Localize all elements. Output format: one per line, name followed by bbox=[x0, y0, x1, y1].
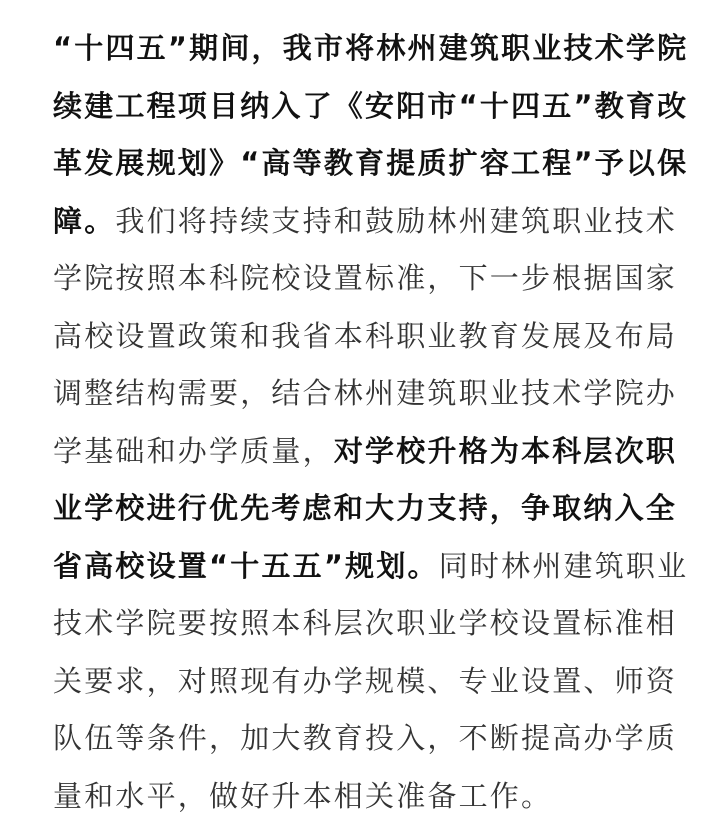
bold-text-run: 业学校进行优先考虑和大力支持，争取纳入全 bbox=[53, 491, 678, 525]
regular-text-run: 学院按照本科院校设置标准，下一步根据国家 bbox=[53, 261, 678, 295]
text-line bbox=[53, 250, 689, 308]
text-line bbox=[53, 20, 689, 78]
bold-text-run: 对学校升格为本科层次职 bbox=[333, 433, 678, 468]
text-line bbox=[53, 768, 689, 826]
regular-text-run: 高校设置政策和我省本科职业教育发展及布局 bbox=[53, 318, 678, 353]
regular-text-run: 队伍等条件，加大教育投入，不断提高办学质 bbox=[53, 721, 678, 755]
article-body bbox=[53, 20, 689, 825]
text-line bbox=[53, 538, 689, 596]
text-line bbox=[53, 595, 689, 653]
text-line bbox=[53, 78, 689, 136]
regular-text-run: 技术学院要按照本科层次职业学校设置标准相 bbox=[53, 606, 678, 640]
text-line bbox=[53, 710, 689, 768]
bold-text-run: 革发展规划》“高等教育提质扩容工程”予以保 bbox=[53, 146, 689, 180]
bold-text-run: 省高校设置“十五五”规划。 bbox=[53, 548, 439, 583]
bold-text-run: 续建工程项目纳入了《安阳市“十四五”教育改 bbox=[53, 88, 689, 123]
text-line bbox=[53, 653, 689, 711]
text-line bbox=[53, 135, 689, 193]
regular-text-run: 我们将持续支持和鼓励林州建筑职业技术 bbox=[115, 203, 678, 238]
bold-text-run: 障。 bbox=[53, 203, 116, 238]
text-line bbox=[53, 480, 689, 538]
regular-text-run: 关要求，对照现有办学规模、专业设置、师资 bbox=[53, 663, 678, 698]
bold-text-run: “十四五”期间，我市将林州建筑职业技术学院 bbox=[53, 31, 689, 65]
regular-text-run: 调整结构需要，结合林州建筑职业技术学院办 bbox=[53, 376, 678, 410]
text-line bbox=[53, 423, 689, 481]
text-line bbox=[53, 308, 689, 366]
regular-text-run: 同时林州建筑职业 bbox=[438, 548, 689, 583]
text-line bbox=[53, 365, 689, 423]
regular-text-run: 量和水平，做好升本相关准备工作。 bbox=[53, 778, 553, 813]
regular-text-run: 学基础和办学质量， bbox=[53, 433, 334, 468]
text-line bbox=[53, 193, 689, 251]
